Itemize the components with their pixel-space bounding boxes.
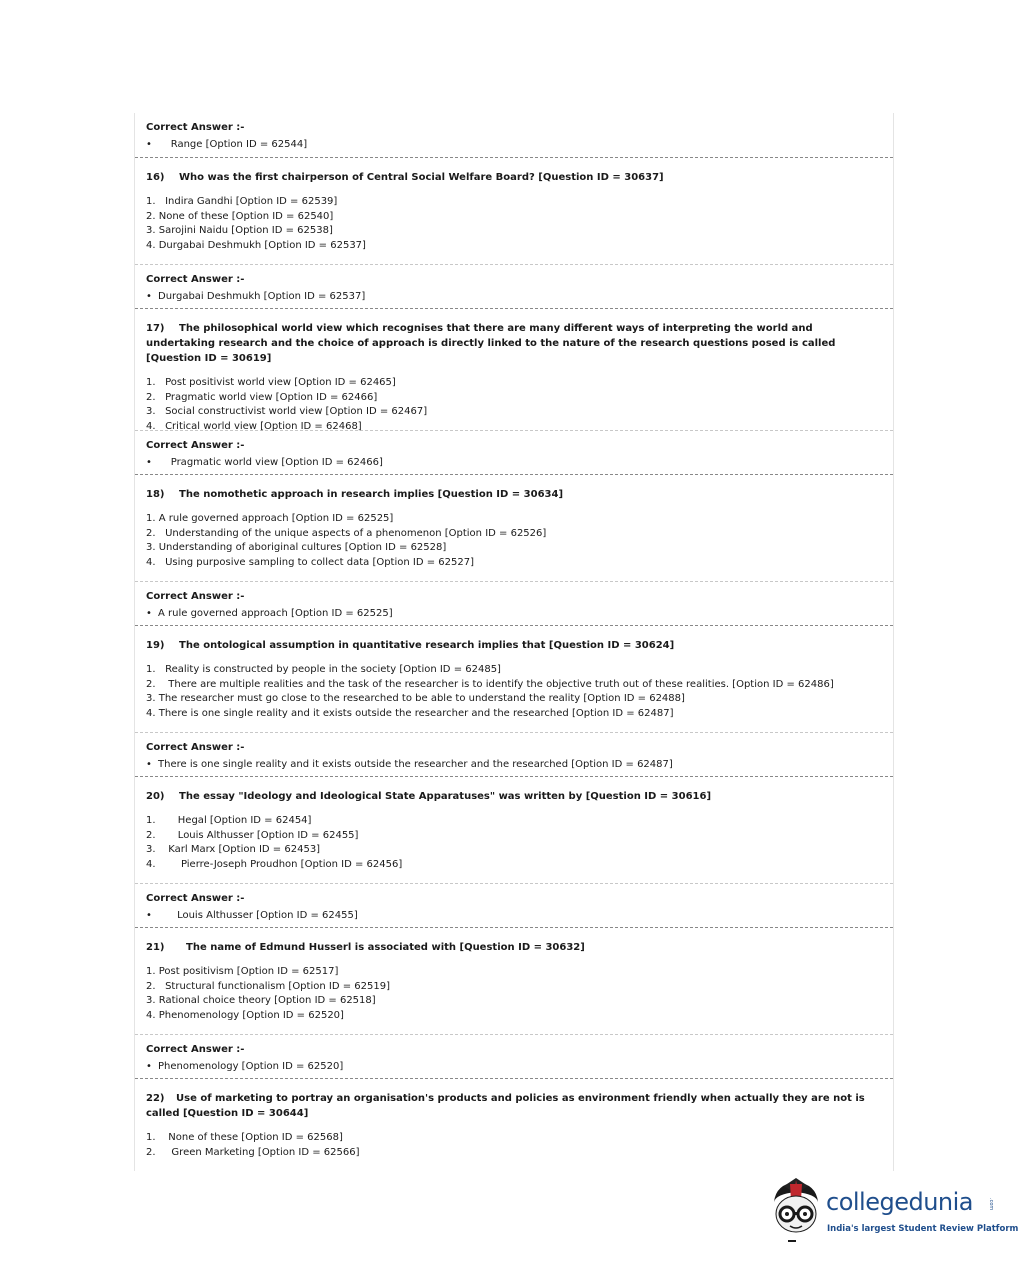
question-title: [146, 789, 883, 804]
correct-answer-label: Correct Answer :-: [146, 742, 245, 753]
option: 2. Understanding of the unique aspects of a phenomenon [Option ID = 62526]: [146, 527, 547, 539]
question-20: [135, 777, 893, 884]
question-text: The ontological assumption in quantitative research implies that [Question ID = 30624]: [179, 640, 675, 651]
correct-answer-label: Correct Answer :-: [146, 122, 245, 133]
option: 1. Post positivist world view [Option ID = 62465]: [146, 377, 396, 388]
question-22: [135, 1079, 893, 1171]
logo-suffix: .com: [988, 1198, 994, 1211]
correct-answer-value: • Louis Althusser [Option ID = 62455]: [146, 910, 358, 921]
option: 4. Phenomenology [Option ID = 62520]: [146, 1009, 344, 1021]
question-title: [146, 487, 883, 502]
option: 2. Louis Althusser [Option ID = 62455]: [146, 829, 359, 841]
answer-block-21: [135, 1035, 893, 1079]
answer-block-19: [135, 733, 893, 777]
question-18: [135, 475, 893, 582]
question-title: [146, 638, 883, 653]
option: 3. Social constructivist world view [Option ID = 62467]: [146, 406, 428, 418]
logo-tagline: India's largest Student Review Platform: [827, 1224, 1019, 1234]
correct-answer-label: Correct Answer :-: [146, 893, 245, 904]
option: 3. The researcher must go close to the researched to be able to understand the reality [Option ID = 62488]: [146, 693, 685, 705]
option: 2. Structural functionalism [Option ID = 62519]: [146, 980, 390, 992]
logo-wordmark: collegedunia: [826, 1188, 974, 1216]
correct-answer-label: Correct Answer :-: [146, 274, 245, 285]
collegedunia-logo[interactable]: [766, 1176, 1019, 1246]
correct-answer-text: A rule governed approach [Option ID = 62525]: [158, 608, 393, 619]
question-title: [146, 170, 883, 185]
correct-answer-label: Correct Answer :-: [146, 1044, 245, 1055]
option: 2. Green Marketing [Option ID = 62566]: [146, 1146, 360, 1158]
question-number: 20): [146, 791, 165, 802]
option: 2. Pragmatic world view [Option ID = 62466]: [146, 391, 378, 403]
correct-answer-text: Louis Althusser [Option ID = 62455]: [177, 910, 358, 921]
question-text: Who was the first chairperson of Central Social Welfare Board? [Question ID = 30637]: [179, 172, 664, 183]
question-19: [135, 626, 893, 733]
option: 2. There are multiple realities and the task of the researcher is to identify the objective truth out of these realities. [Option ID = 62486]: [146, 678, 834, 690]
question-text: Use of marketing to portray an organisation's products and policies as environment friendly when actually they are not is called [Question ID = 30644]: [146, 1093, 865, 1119]
answer-block-15: [135, 113, 893, 158]
answer-block-16: [135, 265, 893, 309]
question-number: 19): [146, 640, 165, 651]
option: 1. None of these [Option ID = 62568]: [146, 1132, 343, 1143]
option: 4. There is one single reality and it exists outside the researcher and the researched [Option ID = 62487]: [146, 707, 674, 719]
question-text: The nomothetic approach in research implies [Question ID = 30634]: [179, 489, 564, 500]
question-16: [135, 158, 893, 265]
question-21: [135, 928, 893, 1035]
option: 4. Critical world view [Option ID = 62468]: [146, 420, 362, 432]
option: 4. Pierre-Joseph Proudhon [Option ID = 62456]: [146, 858, 403, 870]
correct-answer-value: • Phenomenology [Option ID = 62520]: [146, 1061, 344, 1072]
correct-answer-text: There is one single reality and it exists outside the researcher and the researched [Option ID = 62487]: [158, 759, 673, 770]
option: 4. Durgabai Deshmukh [Option ID = 62537]: [146, 239, 366, 251]
question-number: 21): [146, 942, 165, 953]
correct-answer-value: • Range [Option ID = 62544]: [146, 139, 308, 150]
correct-answer-text: Phenomenology [Option ID = 62520]: [158, 1061, 344, 1072]
question-title: [146, 1091, 883, 1121]
question-number: 17): [146, 323, 165, 334]
question-paper: [134, 113, 894, 1171]
correct-answer-value: • A rule governed approach [Option ID = 62525]: [146, 608, 393, 619]
correct-answer-text: Durgabai Deshmukh [Option ID = 62537]: [158, 291, 366, 302]
correct-answer-text: Range [Option ID = 62544]: [170, 139, 308, 150]
correct-answer-value: • Pragmatic world view [Option ID = 62466]: [146, 457, 383, 468]
answer-block-20: [135, 884, 893, 928]
question-title: [146, 940, 883, 955]
question-title: [146, 321, 883, 366]
option: 3. Understanding of aboriginal cultures [Option ID = 62528]: [146, 542, 447, 554]
option: 3. Sarojini Naidu [Option ID = 62538]: [146, 225, 333, 237]
correct-answer-label: Correct Answer :-: [146, 591, 245, 602]
question-number: 22): [146, 1093, 165, 1104]
option: 1. A rule governed approach [Option ID = 62525]: [146, 513, 394, 524]
option: 1. Reality is constructed by people in the society [Option ID = 62485]: [146, 664, 501, 675]
option: 3. Rational choice theory [Option ID = 62518]: [146, 995, 376, 1007]
question-number: 18): [146, 489, 165, 500]
answer-block-18: [135, 582, 893, 626]
question-number: 16): [146, 172, 165, 183]
correct-answer-value: • There is one single reality and it exists outside the researcher and the researched [Option ID = 62487]: [146, 759, 673, 770]
correct-answer-text: Pragmatic world view [Option ID = 62466]: [170, 457, 383, 468]
correct-answer-value: • Durgabai Deshmukh [Option ID = 62537]: [146, 291, 366, 302]
option: 2. None of these [Option ID = 62540]: [146, 210, 334, 222]
question-text: The essay "Ideology and Ideological State Apparatuses" was written by [Question ID = 30616]: [179, 791, 712, 802]
option: 1. Post positivism [Option ID = 62517]: [146, 966, 339, 977]
option: 4. Using purposive sampling to collect data [Option ID = 62527]: [146, 556, 474, 568]
mascot-icon: [766, 1176, 826, 1246]
option: 1. Indira Gandhi [Option ID = 62539]: [146, 196, 338, 207]
question-text: The philosophical world view which recognises that there are many different ways of interpreting the world and undertaking research and the choice of approach is directly linked to the nature of the research questions posed is called [Question ID = 30619]: [146, 323, 836, 364]
correct-answer-label: Correct Answer :-: [146, 440, 245, 451]
question-17: [135, 309, 893, 431]
option: 3. Karl Marx [Option ID = 62453]: [146, 844, 321, 856]
answer-block-17: [135, 431, 893, 475]
option: 1. Hegal [Option ID = 62454]: [146, 815, 312, 826]
question-text: The name of Edmund Husserl is associated with [Question ID = 30632]: [186, 942, 585, 953]
